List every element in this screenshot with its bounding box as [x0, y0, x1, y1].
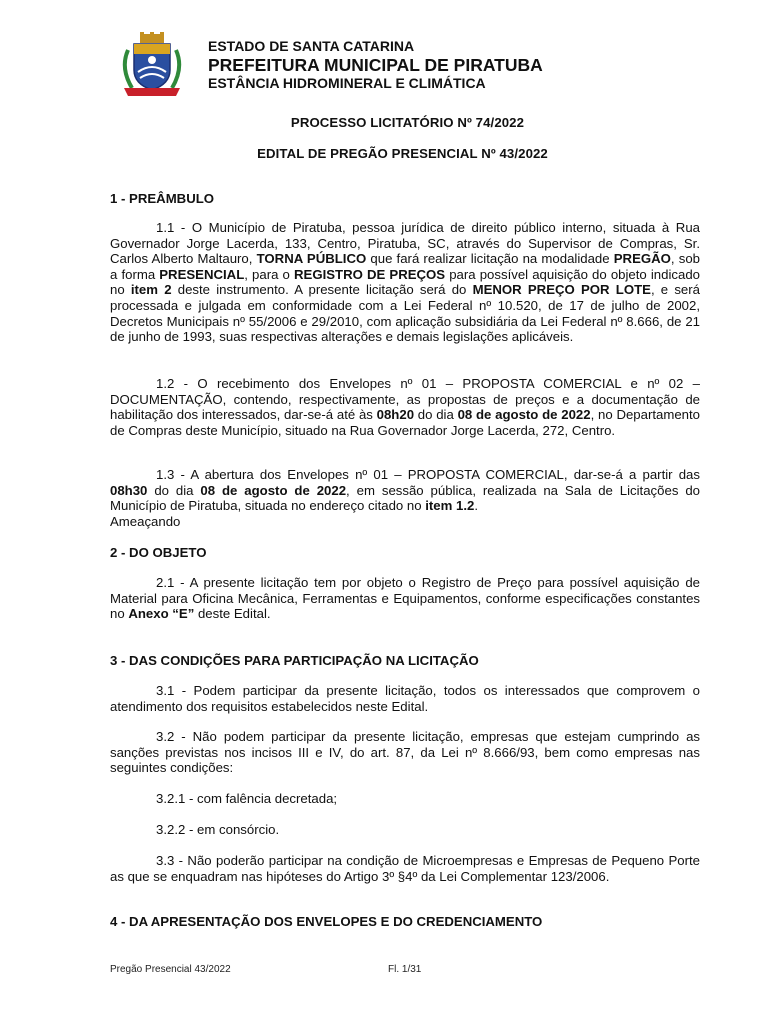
section-heading: 1 - PREÂMBULO [110, 191, 215, 206]
paragraph-3-2-2: 3.2.2 - em consórcio. [156, 822, 280, 837]
paragraph-2-1: 2.1 - A presente licitação tem por objeto o Registro de Preço para possível aquisição de Material para Oficina Mecânica, Ferramentas e Equipamentos, conforme especificações constantes no Anexo “E” deste Edital. [110, 575, 700, 622]
prefeitura-name: PREFEITURA MUNICIPAL DE PIRATUBA [208, 55, 543, 75]
paragraph-3-1: 3.1 - Podem participar da presente licitação, todos os interessados que comprovem o atendimento dos requisitos estabelecidos neste Edital. [110, 683, 700, 714]
section-2-heading-block [110, 545, 700, 561]
paragraph-1-1: 1.1 - O Município de Piratuba, pessoa jurídica de direito público interno, situada à Rua Governador Jorge Lacerda, 133, Centro, Piratuba, SC, através do Supervisor de Compras, Sr. Carlos Alberto Maltauro, TORNA PÚBLICO que fará realizar licitação na modalidade PREGÃO, sob a forma PRESENCIAL, para o REGISTRO DE PREÇOS para possível aquisição do objeto indicado no item 2 deste instrumento. A presente licitação será do MENOR PREÇO POR LOTE, e será processada e julgada em conformidade com a Lei Federal nº 10.520, de 17 de julho de 2002, Decretos Municipais nº 55/2006 e 29/2010, com aplicação subsidiária da Lei Federal nº 8.666, de 21 de junho de 1993, suas respectivas alterações e demais legislações aplicáveis. [110, 220, 700, 345]
estancia-subtitle: ESTÂNCIA HIDROMINERAL E CLIMÁTICA [208, 75, 486, 91]
paragraph-3-2-1: 3.2.1 - com falência decretada; [156, 791, 338, 806]
footer-page-number: Fl. 1/31 [388, 964, 422, 975]
state-name: ESTADO DE SANTA CATARINA [208, 38, 415, 54]
paragraph-3-3: 3.3 - Não poderão participar na condição de Microempresas e Empresas de Pequeno Porte as que se enquadram nas hipóteses do Artigo 3º §4º da Lei Complementar 123/2006. [110, 853, 700, 884]
section-heading: 3 - DAS CONDIÇÕES PARA PARTICIPAÇÃO NA LICITAÇÃO [110, 653, 479, 668]
paragraph-3-2: 3.2 - Não podem participar da presente licitação, empresas que estejam cumprindo as sanções previstas nos incisos III e IV, do art. 87, da Lei nº 8.666/93, bem como empresas nas seguintes condições: [110, 729, 700, 776]
section-heading: 4 - DA APRESENTAÇÃO DOS ENVELOPES E DO CREDENCIAMENTO [110, 914, 543, 929]
letterhead [208, 38, 543, 92]
municipal-coat-of-arms [118, 32, 186, 100]
processo-title: PROCESSO LICITATÓRIO Nº 74/2022 [290, 115, 525, 130]
section-heading: 2 - DO OBJETO [110, 545, 207, 560]
edital-title: EDITAL DE PREGÃO PRESENCIAL Nº 43/2022 [257, 146, 548, 161]
section-1-heading-block [110, 191, 700, 207]
paragraph-1-2: 1.2 - O recebimento dos Envelopes nº 01 – PROPOSTA COMERCIAL e nº 02 – DOCUMENTAÇÃO, contendo, respectivamente, as propostas de preços e a documentação de habilitação dos interessados, dar-se-á até às 08h20 do dia 08 de agosto de 2022, no Departamento de Compras deste Município, situado na Rua Governador Jorge Lacerda, 272, Centro. [110, 376, 701, 438]
ameacando-text: Ameaçando [110, 513, 181, 529]
footer-document-ref: Pregão Presencial 43/2022 [110, 964, 231, 975]
paragraph-1-3: 1.3 - A abertura dos Envelopes nº 01 – PROPOSTA COMERCIAL, dar-se-á a partir das 08h30 do dia 08 de agosto de 2022, em sessão pública, realizada na Sala de Licitações do Município de Piratuba, situada no endereço citado no item 1.2. Ameaçando [110, 467, 700, 529]
section-3-heading-block [110, 653, 700, 669]
section-4-heading-block [110, 914, 700, 930]
